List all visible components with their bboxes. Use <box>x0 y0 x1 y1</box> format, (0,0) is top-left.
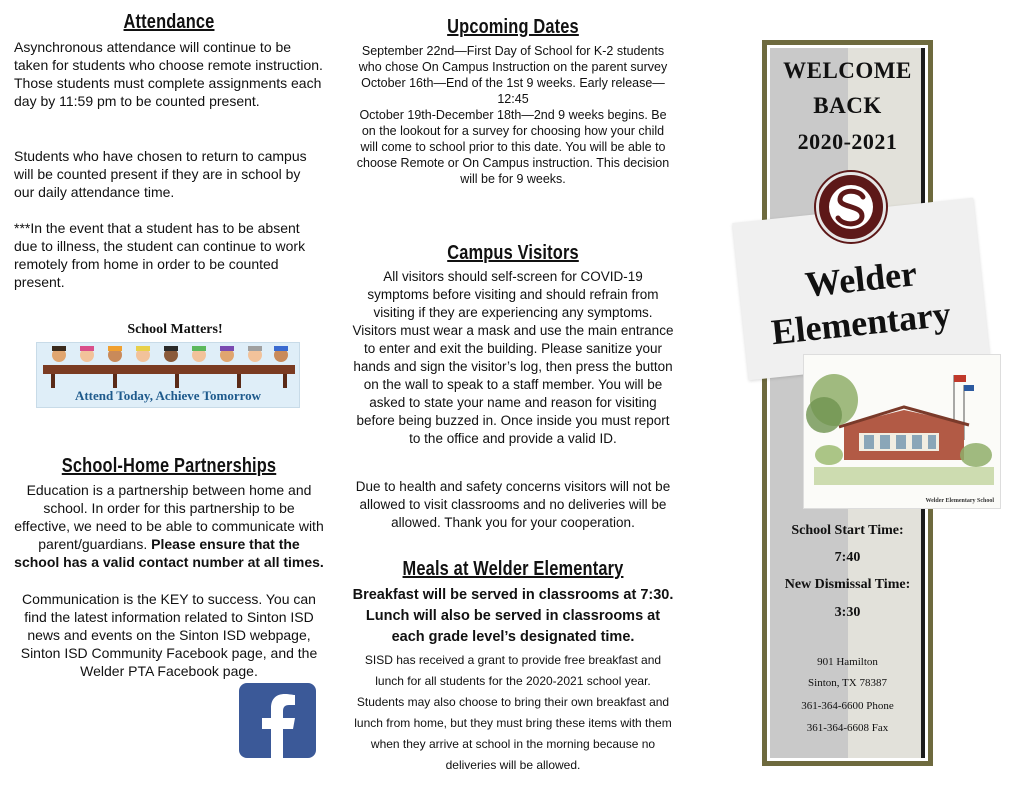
address-street: 901 Hamilton <box>817 656 878 668</box>
school-building-sketch <box>803 354 1001 509</box>
upcoming-date-item-1: September 22nd—First Day of School for K-2 students who chose On Campus Instruction on the parent survey <box>358 44 668 74</box>
sinton-logo-icon <box>816 172 886 242</box>
partnerships-paragraph-2: Communication is the KEY to success. You can find the latest information related to Sinton ISD news and events on the Sinton ISD webpage, Sinton ISD Community Facebook page, and the Welder PTA Facebook page. <box>20 591 318 679</box>
school-building-image <box>804 355 1000 495</box>
campus-visitors-paragraph-1: All visitors should self-screen for COVID-19 symptoms before visiting and should refrain from visiting if they are experiencing any symptoms. Visitors must wear a mask and use the main entrance to enter and exit the building. Please sanitize your hands and sign the visitor’s log, then press the button on the wall to speak to a staff member. You will be asked to state your name and reason for visiting before being buzzed in. Once inside you must report to the office and provide a valid ID. <box>352 269 674 446</box>
attendance-paragraph-3: ***In the event that a student has to be absent due to illness, the student can continue to work remotely from home in order to be counted present. <box>14 220 306 290</box>
s-emblem-icon <box>819 175 883 239</box>
partnerships-contact-notice: Please ensure that the school has a valid contact number at all times. <box>14 536 324 570</box>
upcoming-date-item-2: October 16th—End of the 1st 9 weeks. Early release—12:45 <box>361 76 665 106</box>
attendance-paragraph-2: Students who have chosen to return to campus will be counted present if they are in school by our daily attendance time. <box>14 148 307 200</box>
attendance-paragraph-1: Asynchronous attendance will continue to be taken for students who choose remote instruction. Those students must complete assignments each day by 11:59 pm to be counted present. <box>14 39 323 109</box>
school-matters-title: School Matters! <box>127 322 223 337</box>
start-time-value: 7:40 <box>834 550 861 565</box>
address-city: Sinton, TX 78387 <box>808 677 887 689</box>
school-year: 2020-2021 <box>797 129 898 154</box>
dismissal-time-value: 3:30 <box>834 605 861 620</box>
upcoming-date-item-3: October 19th-December 18th—2nd 9 weeks begins. Be on the lookout for a survey for choosing how your child will come to school prior to this date. You will be able to choose Remote or On Campus instruction. This decision will be for 9 weeks. <box>356 108 670 186</box>
welcome-title-line-1: WELCOME <box>783 58 912 83</box>
building-caption: Welder Elementary School <box>925 498 994 504</box>
dismissal-time-label: New Dismissal Time: <box>784 577 911 592</box>
meals-schedule-notice: Breakfast will be served in classrooms at 7:30. Lunch will also be served in classrooms at each grade level’s designated time. <box>352 587 674 645</box>
meals-paragraph: SISD has received a grant to provide free breakfast and lunch for all students for the 2020-2021 school year. Students may also choose to bring their own breakfast and lunch from home, but they must bring these items with them when they arrive at school in the morning because no deliveries will be allowed. <box>354 653 672 772</box>
campus-visitors-paragraph-2: Due to health and safety concerns visitors will not be allowed to visit classrooms and no deliveries will be allowed. Thank you for your cooperation. <box>355 479 671 530</box>
partnerships-paragraph-1 <box>14 481 324 571</box>
facebook-icon[interactable] <box>239 683 316 758</box>
attendance-heading: Attendance <box>123 11 215 33</box>
phone-number[interactable]: 361-364-6600 Phone <box>801 700 894 712</box>
facebook-logo-icon <box>239 683 316 758</box>
school-matters-tagline: Attend Today, Achieve Tomorrow <box>74 388 262 403</box>
meals-heading: Meals at Welder Elementary <box>402 558 624 580</box>
school-name-line-2: Elementary <box>769 293 953 353</box>
students-at-desks-image <box>37 343 301 393</box>
partnerships-heading: School-Home Partnerships <box>61 455 277 477</box>
fax-number: 361-364-6608 Fax <box>806 722 889 734</box>
welcome-title-line-2: BACK <box>813 93 882 118</box>
partnerships-paragraph-1-text: Education is a partnership between home and school. In order for this partnership to be effective, we need to be able to communicate with parent/guardians. <box>14 482 324 552</box>
school-matters-illustration <box>36 342 300 408</box>
upcoming-dates-heading: Upcoming Dates <box>447 16 579 38</box>
school-name-line-1: Welder <box>803 253 919 305</box>
upcoming-dates-list <box>352 43 674 187</box>
campus-visitors-heading: Campus Visitors <box>447 242 579 264</box>
start-time-label: School Start Time: <box>791 523 904 538</box>
